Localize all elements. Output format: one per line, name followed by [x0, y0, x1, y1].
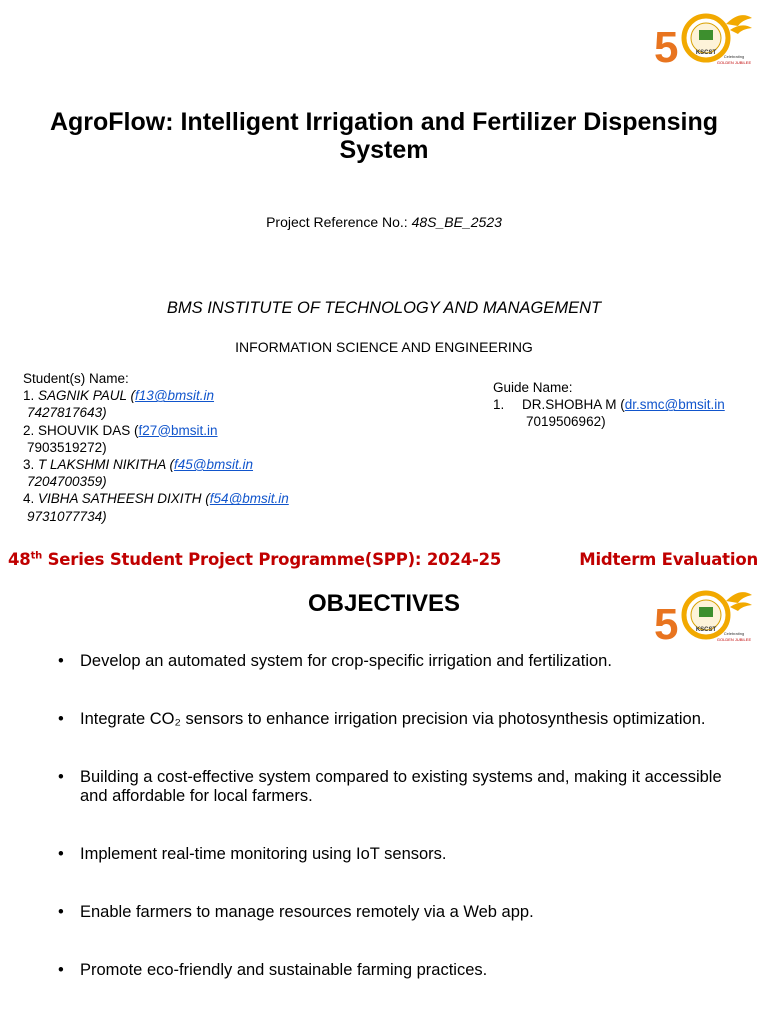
svg-text:5: 5 [654, 600, 679, 647]
student-1: 1. SAGNIK PAUL (f13@bmsit.in [23, 388, 215, 404]
spp-banner: 48th Series Student Project Programme(SPP): 2024-25 [8, 550, 502, 569]
svg-text:Celebrating: Celebrating [723, 54, 745, 59]
student-phone: 9731077734) [27, 508, 107, 524]
objective-item: • Develop an automated system for crop-specific irrigation and fertilization. [58, 652, 612, 670]
student-phone: 7427817643) [27, 405, 107, 421]
students-heading: Student(s) Name: [23, 371, 129, 386]
student-email-link[interactable]: f54@bmsit.in [209, 491, 289, 507]
project-reference [0, 214, 768, 230]
svg-text:5: 5 [654, 23, 679, 70]
guide-info [493, 379, 725, 431]
student-phone: 7903519272) [27, 439, 107, 455]
svg-text:GOLDEN JUBILEE: GOLDEN JUBILEE [716, 60, 752, 65]
kscst-logo [654, 8, 756, 70]
reference-label: Project Reference No.: [266, 214, 412, 230]
objective-item: • Enable farmers to manage resources remotely via a Web app. [58, 903, 534, 921]
guide-email-link[interactable]: dr.smc@bmsit.in [624, 397, 725, 413]
student-name: T LAKSHMI NIKITHA ( [38, 457, 175, 473]
department-name: INFORMATION SCIENCE AND ENGINEERING [235, 339, 533, 355]
project-title: AgroFlow: Intelligent Irrigation and Fertilizer Dispensing System [49, 108, 719, 164]
objective-item: • Implement real-time monitoring using IoT sensors. [58, 845, 447, 863]
objective-item: • Building a cost-effective system compared to existing systems and, making it accessible and affordable for local farmers. [58, 768, 722, 805]
student-email-link[interactable]: f27@bmsit.in [138, 422, 218, 438]
students-list [23, 370, 289, 525]
student-4: 4. VIBHA SATHEESH DIXITH (f54@bmsit.in [23, 491, 289, 507]
objectives-heading: OBJECTIVES [307, 590, 461, 617]
guide-phone: 7019506962) [526, 414, 606, 430]
institute-name: BMS INSTITUTE OF TECHNOLOGY AND MANAGEMENT [166, 299, 602, 317]
student-name: SAGNIK PAUL ( [38, 388, 136, 404]
svg-text:Celebrating: Celebrating [723, 631, 745, 636]
guide-heading: Guide Name: [493, 380, 573, 395]
objective-item: • Integrate CO₂ sensors to enhance irrigation precision via photosynthesis optimization. [58, 710, 706, 728]
objectives-list [58, 652, 748, 980]
student-2: 2. SHOUVIK DAS (f27@bmsit.in [23, 422, 218, 438]
guide-name: DR.SHOBHA M ( [522, 397, 625, 413]
student-name: VIBHA SATHEESH DIXITH ( [38, 491, 210, 507]
student-email-link[interactable]: f13@bmsit.in [135, 388, 215, 404]
objective-item: • Promote eco-friendly and sustainable farming practices. [58, 961, 488, 979]
student-phone: 7204700359) [27, 474, 107, 490]
svg-text:GOLDEN JUBILEE: GOLDEN JUBILEE [716, 637, 752, 642]
student-email-link[interactable]: f45@bmsit.in [174, 457, 254, 473]
midterm-label: Midterm Evaluation [579, 550, 758, 569]
reference-value: 48S_BE_2523 [411, 214, 502, 230]
svg-text:KSCST: KSCST [695, 627, 717, 633]
svg-text:KSCST: KSCST [695, 50, 717, 56]
guide-entry: 1. DR.SHOBHA M (dr.smc@bmsit.in [493, 397, 725, 413]
student-name: SHOUVIK DAS ( [38, 422, 139, 438]
student-3: 3. T LAKSHMI NIKITHA (f45@bmsit.in [23, 457, 254, 473]
